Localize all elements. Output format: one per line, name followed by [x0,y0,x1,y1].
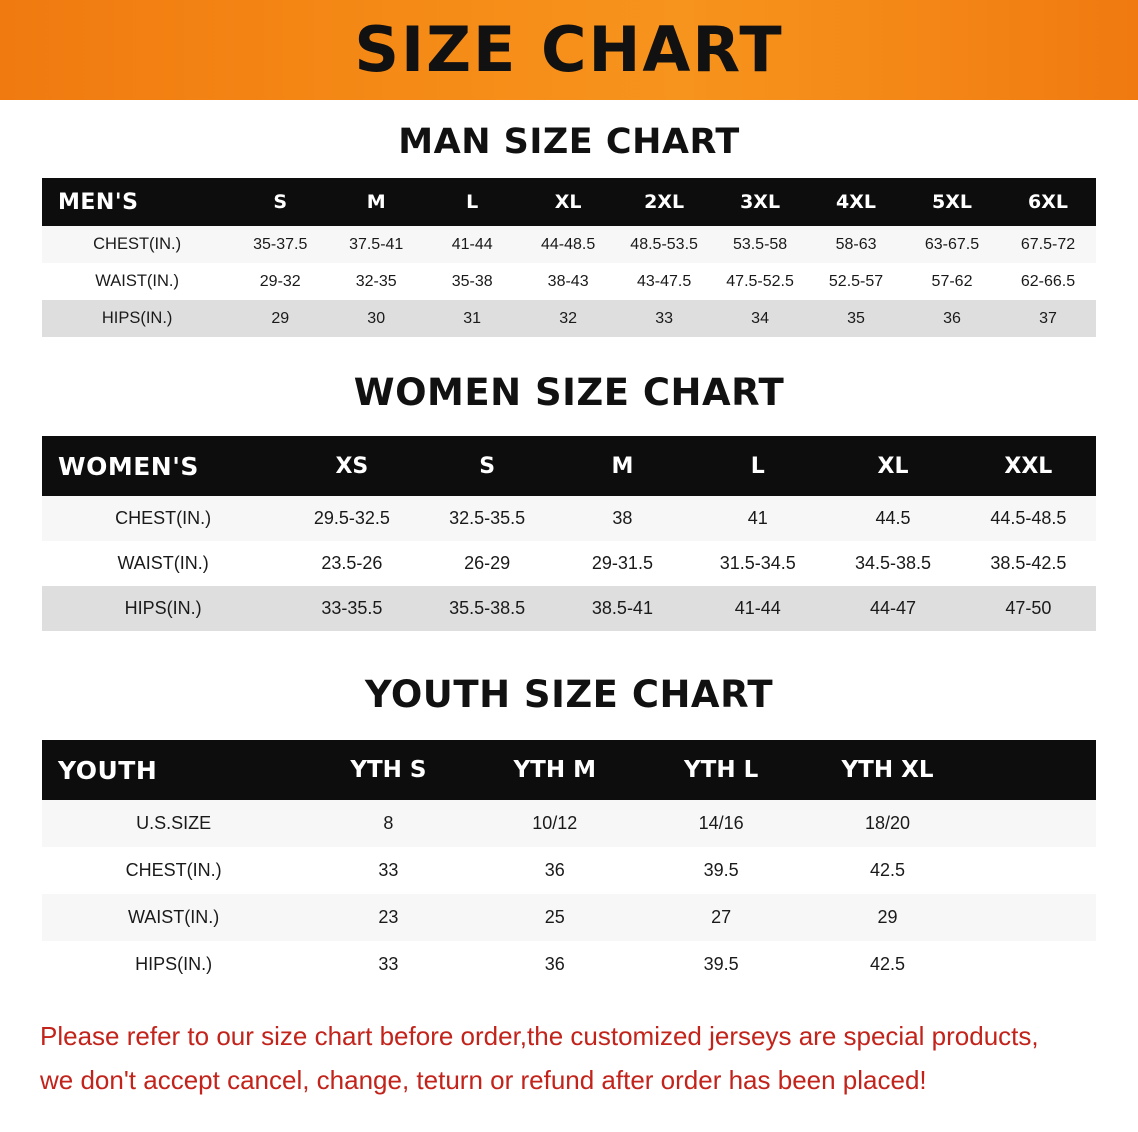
cell: 63-67.5 [904,226,1000,263]
cell: 47-50 [961,586,1096,631]
table-row [42,941,1096,988]
cell: 25 [472,894,638,941]
man-size-chart-table-wrap [42,178,1096,337]
cell: 39.5 [638,847,804,894]
row-label-us-size: U.S.SIZE [42,800,305,847]
cell: 44-47 [825,586,960,631]
cell: 29-32 [232,263,328,300]
column-header-m: M [555,436,690,496]
cell: 18/20 [804,800,970,847]
cell: 44.5 [825,496,960,541]
column-header-6xl: 6XL [1000,178,1096,226]
cell: 27 [638,894,804,941]
column-header-l: L [690,436,825,496]
cell: 8 [305,800,471,847]
table-row [42,496,1096,541]
youth-size-chart-table [42,740,1096,988]
column-header-womens: WOMEN'S [42,436,284,496]
cell: 44-48.5 [520,226,616,263]
women-size-chart-table [42,436,1096,631]
row-label-chest: CHEST(IN.) [42,226,232,263]
cell: 35-38 [424,263,520,300]
cell: 38-43 [520,263,616,300]
cell: 36 [472,941,638,988]
table-row [42,300,1096,337]
cell: 33-35.5 [284,586,419,631]
cell-spacer [971,894,1096,941]
cell: 38.5-42.5 [961,541,1096,586]
column-header-m: M [328,178,424,226]
cell: 29.5-32.5 [284,496,419,541]
cell: 35 [808,300,904,337]
cell: 43-47.5 [616,263,712,300]
youth-size-chart-table-wrap [42,740,1096,988]
cell: 58-63 [808,226,904,263]
column-header-4xl: 4XL [808,178,904,226]
table-row [42,541,1096,586]
column-header-5xl: 5XL [904,178,1000,226]
table-row [42,586,1096,631]
column-header-xs: XS [284,436,419,496]
cell: 33 [616,300,712,337]
column-header-2xl: 2XL [616,178,712,226]
cell: 29 [232,300,328,337]
cell: 14/16 [638,800,804,847]
cell: 38 [555,496,690,541]
cell: 57-62 [904,263,1000,300]
cell: 62-66.5 [1000,263,1096,300]
cell: 42.5 [804,847,970,894]
cell: 39.5 [638,941,804,988]
row-label-chest: CHEST(IN.) [42,496,284,541]
cell: 29-31.5 [555,541,690,586]
cell: 36 [472,847,638,894]
cell-spacer [971,941,1096,988]
row-label-waist: WAIST(IN.) [42,541,284,586]
cell: 53.5-58 [712,226,808,263]
table-header-row [42,178,1096,226]
cell: 32.5-35.5 [420,496,555,541]
cell: 26-29 [420,541,555,586]
table-row [42,800,1096,847]
disclaimer-note [40,1014,1098,1102]
cell: 29 [804,894,970,941]
cell: 52.5-57 [808,263,904,300]
cell: 32 [520,300,616,337]
cell: 10/12 [472,800,638,847]
cell: 36 [904,300,1000,337]
cell: 41-44 [424,226,520,263]
column-header-xxl: XXL [961,436,1096,496]
cell: 35-37.5 [232,226,328,263]
row-label-hips: HIPS(IN.) [42,941,305,988]
column-header-yth-m: YTH M [472,740,638,800]
page-banner [0,0,1138,100]
cell: 23.5-26 [284,541,419,586]
cell: 23 [305,894,471,941]
cell: 30 [328,300,424,337]
column-header-xl: XL [520,178,616,226]
column-header-yth-xl: YTH XL [804,740,970,800]
disclaimer-line-1: Please refer to our size chart before order,the customized jerseys are special products, [40,1021,1039,1051]
cell: 33 [305,941,471,988]
table-row [42,894,1096,941]
cell: 38.5-41 [555,586,690,631]
women-size-chart-table-wrap [42,436,1096,631]
row-label-waist: WAIST(IN.) [42,894,305,941]
cell-spacer [971,800,1096,847]
cell: 41-44 [690,586,825,631]
youth-size-chart-heading: YOUTH SIZE CHART [364,673,774,716]
column-header-xl: XL [825,436,960,496]
cell: 67.5-72 [1000,226,1096,263]
disclaimer-line-2: we don't accept cancel, change, teturn or refund after order has been placed! [40,1065,927,1096]
man-size-chart-heading: MAN SIZE CHART [398,122,740,162]
man-size-chart-table [42,178,1096,337]
women-size-chart-heading: WOMEN SIZE CHART [353,371,785,414]
table-header-row [42,740,1096,800]
row-label-hips: HIPS(IN.) [42,586,284,631]
column-header-youth: YOUTH [42,740,305,800]
page-title: SIZE CHART [354,13,784,86]
row-label-chest: CHEST(IN.) [42,847,305,894]
cell: 44.5-48.5 [961,496,1096,541]
cell: 41 [690,496,825,541]
cell: 42.5 [804,941,970,988]
column-header-l: L [424,178,520,226]
cell: 48.5-53.5 [616,226,712,263]
cell: 35.5-38.5 [420,586,555,631]
column-header-mens: MEN'S [42,178,232,226]
column-header-yth-l: YTH L [638,740,804,800]
table-row [42,847,1096,894]
column-header-s: S [232,178,328,226]
cell: 33 [305,847,471,894]
cell-spacer [971,847,1096,894]
cell: 37 [1000,300,1096,337]
cell: 31 [424,300,520,337]
column-header-3xl: 3XL [712,178,808,226]
cell: 32-35 [328,263,424,300]
cell: 37.5-41 [328,226,424,263]
row-label-waist: WAIST(IN.) [42,263,232,300]
table-row [42,226,1096,263]
column-header-yth-s: YTH S [305,740,471,800]
column-header-spacer [971,740,1096,800]
cell: 47.5-52.5 [712,263,808,300]
table-header-row [42,436,1096,496]
column-header-s: S [420,436,555,496]
table-row [42,263,1096,300]
cell: 34 [712,300,808,337]
cell: 34.5-38.5 [825,541,960,586]
row-label-hips: HIPS(IN.) [42,300,232,337]
cell: 31.5-34.5 [690,541,825,586]
